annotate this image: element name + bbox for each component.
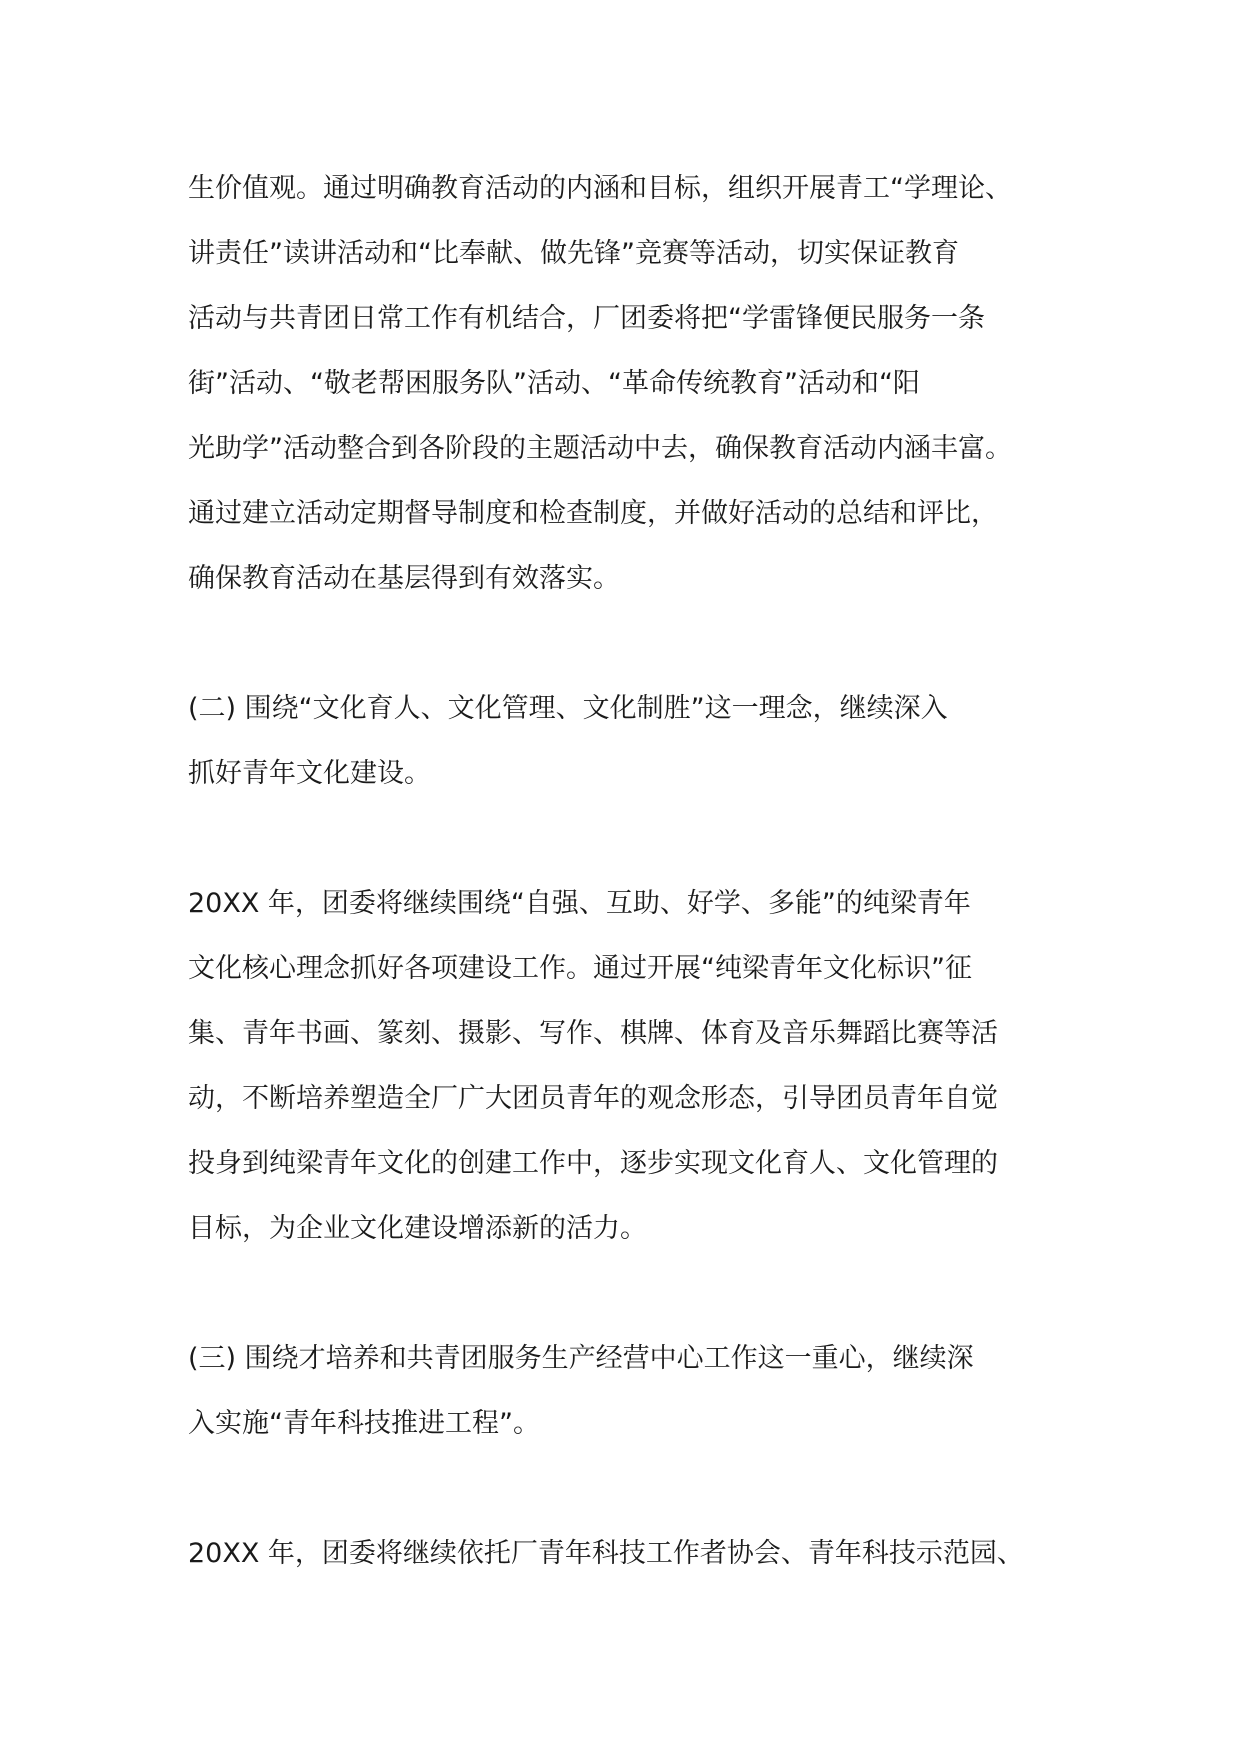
text-line: 光助学”活动整合到各阶段的主题活动中去，确保教育活动内涵丰富。 [188, 433, 1012, 464]
paragraph-values-education [188, 156, 1088, 611]
paragraph-youth-culture [188, 871, 1088, 1261]
paragraph-tech-program [188, 1521, 1088, 1586]
text-line: 投身到纯梁青年文化的创建工作中，逐步实现文化育人、文化管理的 [188, 1148, 998, 1179]
text-line: 通过建立活动定期督导制度和检查制度，并做好活动的总结和评比， [188, 498, 998, 529]
text-line: 入实施“青年科技推进工程”。 [188, 1408, 540, 1439]
text-line: 动，不断培养塑造全厂广大团员青年的观念形态，引导团员青年自觉 [188, 1083, 998, 1114]
text-line: 活动与共青团日常工作有机结合，厂团委将把“学雷锋便民服务一条 [188, 303, 985, 334]
text-line: 20XX 年，团委将继续围绕“自强、互助、好学、多能”的纯梁青年 [188, 888, 971, 919]
text-line: 集、青年书画、篆刻、摄影、写作、棋牌、体育及音乐舞蹈比赛等活 [188, 1018, 998, 1049]
text-line: 生价值观。通过明确教育活动的内涵和目标，组织开展青工“学理论、 [188, 173, 1012, 204]
text-line: 20XX 年，团委将继续依托厂青年科技工作者协会、青年科技示范园、 [188, 1538, 1024, 1569]
text-line: 抓好青年文化建设。 [188, 758, 431, 789]
text-line: (二) 围绕“文化育人、文化管理、文化制胜”这一理念，继续深入 [188, 693, 948, 724]
text-line: 街”活动、“敬老帮困服务队”活动、“革命传统教育”活动和“阳 [188, 368, 920, 399]
text-line: 目标，为企业文化建设增添新的活力。 [188, 1213, 647, 1244]
text-line: 确保教育活动在基层得到有效落实。 [188, 563, 620, 594]
section-heading-two [188, 676, 1088, 806]
text-line: 讲责任”读讲活动和“比奉献、做先锋”竞赛等活动，切实保证教育 [188, 238, 959, 269]
section-heading-three [188, 1326, 1088, 1456]
document-body [188, 156, 1088, 1586]
text-line: 文化核心理念抓好各项建设工作。通过开展“纯梁青年文化标识”征 [188, 953, 972, 984]
text-line: (三) 围绕才培养和共青团服务生产经营中心工作这一重心，继续深 [188, 1343, 974, 1374]
